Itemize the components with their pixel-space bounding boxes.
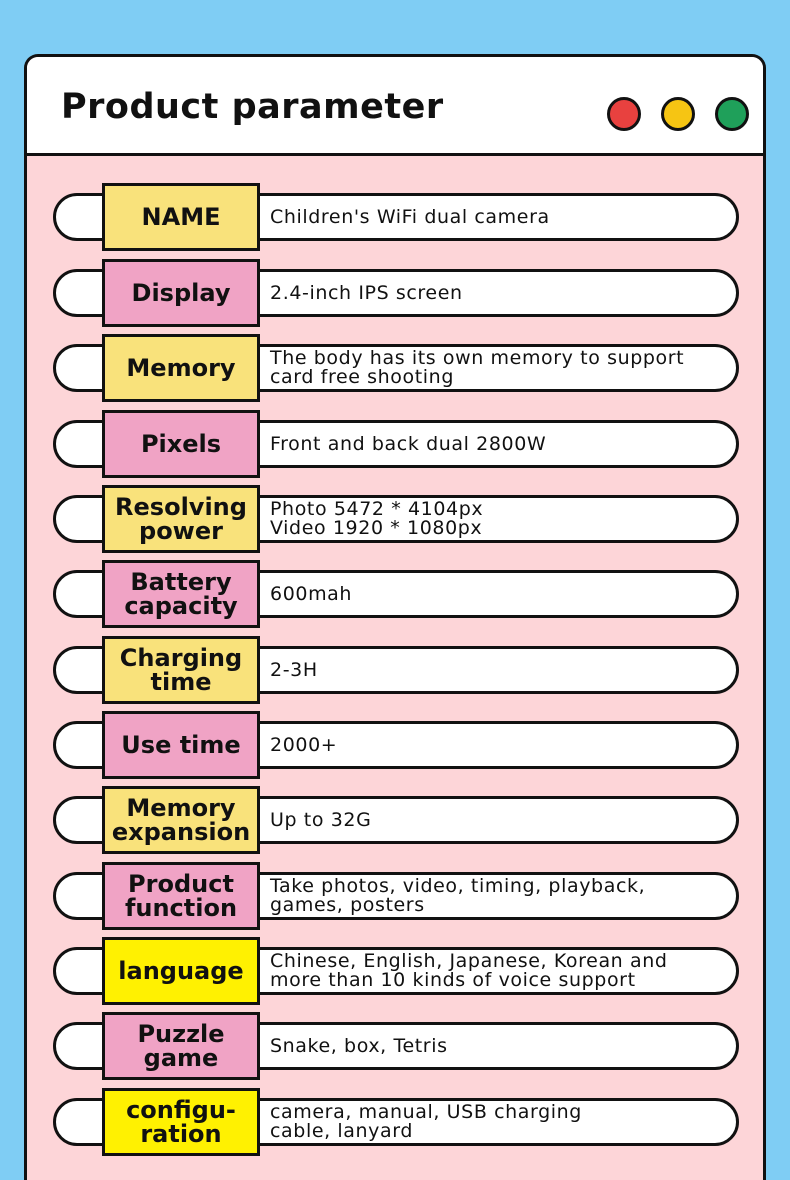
param-value: Front and back dual 2800W: [270, 432, 547, 455]
param-row-configuration: [27, 1088, 766, 1158]
param-row-battery-capacity: [27, 560, 766, 630]
param-value: Chinese, English, Japanese, Korean and more than 10 kinds of voice support: [270, 950, 668, 991]
param-value: Up to 32G: [270, 808, 372, 831]
param-label: Puzzle game: [102, 1012, 260, 1080]
param-label: Battery capacity: [102, 560, 260, 628]
param-label: NAME: [102, 183, 260, 251]
param-value: camera, manual, USB charging cable, lanyard: [270, 1101, 582, 1142]
param-value: Take photos, video, timing, playback, games, posters: [270, 875, 646, 916]
param-row-memory: [27, 334, 766, 404]
param-row-memory-expansion: [27, 786, 766, 856]
param-label: Memory expansion: [102, 786, 260, 854]
product-parameter-card: [24, 54, 766, 1180]
param-value: 600mah: [270, 582, 353, 605]
param-value: Photo 5472 * 4104px Video 1920 * 1080px: [270, 498, 484, 539]
param-label: configu- ration: [102, 1088, 260, 1156]
param-value: Children's WiFi dual camera: [270, 205, 550, 228]
param-value: 2-3H: [270, 658, 318, 681]
param-label: Pixels: [102, 410, 260, 478]
param-label: Use time: [102, 711, 260, 779]
param-label: Display: [102, 259, 260, 327]
green-dot-icon: [715, 97, 749, 131]
yellow-dot-icon: [661, 97, 695, 131]
param-row-resolving-power: [27, 485, 766, 555]
param-row-puzzle-game: [27, 1012, 766, 1082]
page-title: Product parameter: [61, 87, 444, 127]
param-label: language: [102, 937, 260, 1005]
param-value: 2.4-inch IPS screen: [270, 281, 463, 304]
param-label: Resolving power: [102, 485, 260, 553]
param-row-charging-time: [27, 636, 766, 706]
param-row-pixels: [27, 410, 766, 480]
param-row-language: [27, 937, 766, 1007]
param-value: The body has its own memory to support card free shooting: [270, 347, 685, 388]
param-value: Snake, box, Tetris: [270, 1034, 448, 1057]
card-header: [27, 57, 763, 156]
param-value: 2000+: [270, 733, 338, 756]
param-row-product-function: [27, 862, 766, 932]
param-row-name: [27, 183, 766, 253]
red-dot-icon: [607, 97, 641, 131]
param-label: Charging time: [102, 636, 260, 704]
param-label: Product function: [102, 862, 260, 930]
param-row-use-time: [27, 711, 766, 781]
param-row-display: [27, 259, 766, 329]
param-label: Memory: [102, 334, 260, 402]
